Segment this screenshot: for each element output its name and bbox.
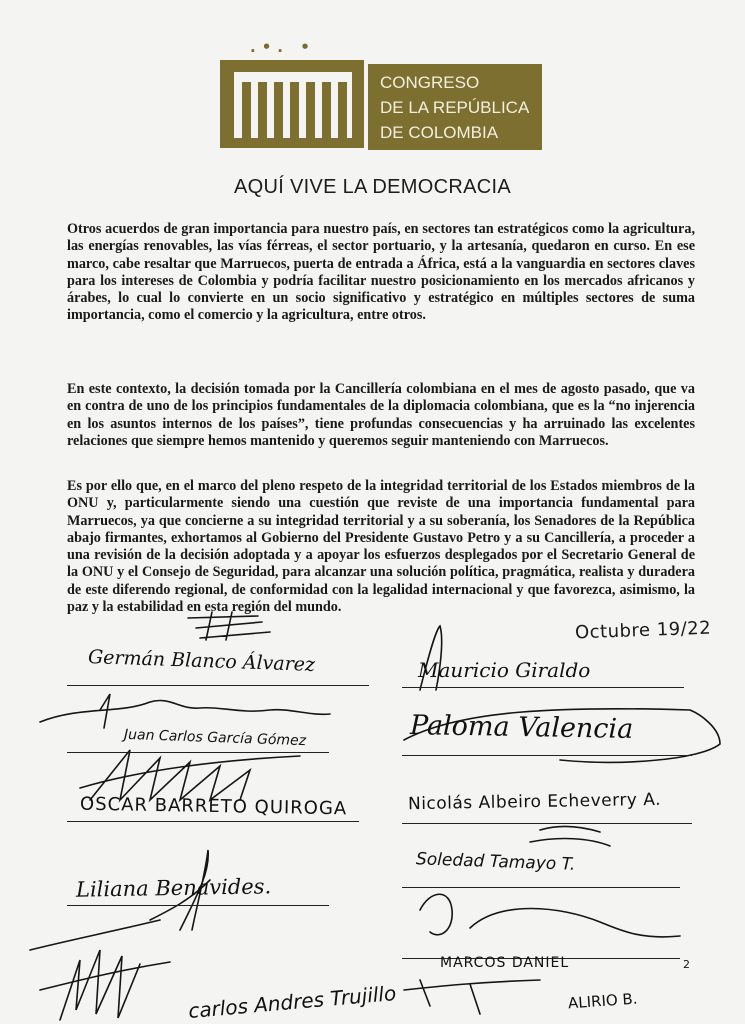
signature-name: MARCOS DANIEL [440,955,570,971]
signature-line [67,821,359,822]
signature-name: Paloma Valencia [409,710,634,745]
signature-name: Nicolás Albeiro Echeverry A. [407,789,662,815]
signature-date: Octubre 19/22 [574,617,712,644]
signature-line [402,887,680,888]
capitol-building-icon [220,60,364,148]
logo-title-box [368,64,542,150]
paragraph-1: Otros acuerdos de gran importancia para nuestro país, en sectores tan estratégicos como la agricultura, las energías renovables, las vías férreas, el sector portuario, y la artesanía, quedaron en curso. En ese marco, cabe resaltar que Marruecos, puerta de entrada a África, está a la vanguardia en sectores claves para los intereses de Colombia y podría facilitar nuestro posicionamiento en los mercados africanos y árabes, lo cual lo convierte en un socio significativo y estratégico en múltiples sectores de suma importancia, como el comercio y la agricultura, entre otros. [67,221,695,324]
logo-line-1: CONGRESO [380,73,480,92]
logo-line-2: DE LA REPÚBLICA [380,98,530,117]
signature-name: Liliana Benavides. [75,874,272,902]
logo-ornament: .•. • [250,38,316,56]
logo-line-3: DE COLOMBIA [380,123,499,142]
paragraph-3: Es por ello que, en el marco del pleno respeto de la integridad territorial de los Estados miembros de la ONU y, particularmente siendo una cuestión que reviste de una importancia fundamental para Marruecos, ya que concierne a su integridad territorial y a su soberanía, los Senadores de la República abajo firmantes, exhortamos al Gobierno del Presidente Gustavo Petro y a su Cancillería, a proceder a una revisión de la decisión adoptada y a apoyar los esfuerzos desplegados por el Secretario General de la ONU y el Consejo de Seguridad, para alcanzar una solución política, pragmática, realista y duradera de este diferendo regional, de conformidad con la legalidad internacional y que favorezca, asimismo, la paz y la estabilidad en esta región del mundo. [67,478,695,616]
signature-line [67,685,369,686]
signature-name: Soledad Tamayo T. [415,849,576,875]
signature-line [402,755,692,756]
signature-line [67,752,329,753]
signature-line [67,905,329,906]
signature-line [402,823,692,824]
page-number: 2 [683,958,690,971]
signature-name: Germán Blanco Álvarez [87,646,316,676]
signature-name: OSCAR BARRETO QUIROGA [79,793,348,820]
signature-strokes [0,610,745,1024]
signature-line [402,687,684,688]
signature-name: ALIRIO B. [567,989,639,1013]
signature-name: Mauricio Giraldo [418,658,591,682]
signature-name: Juan Carlos García Gómez [123,726,307,750]
signature-name: carlos Andres Trujillo [187,980,398,1024]
paragraph-2: En este contexto, la decisión tomada por la Cancillería colombiana en el mes de agosto pasado, que va en contra de uno de los principios fundamentales de la diplomacia colombiana, que es la “no injerencia en los asuntos internos de los países”, tiene profundas consecuencias y ha arruinado las excelentes relaciones que siempre hemos mantenido y queremos seguir manteniendo con Marruecos. [67,381,695,449]
motto-heading: AQUÍ VIVE LA DEMOCRACIA [234,176,511,198]
congress-logo [220,38,542,150]
